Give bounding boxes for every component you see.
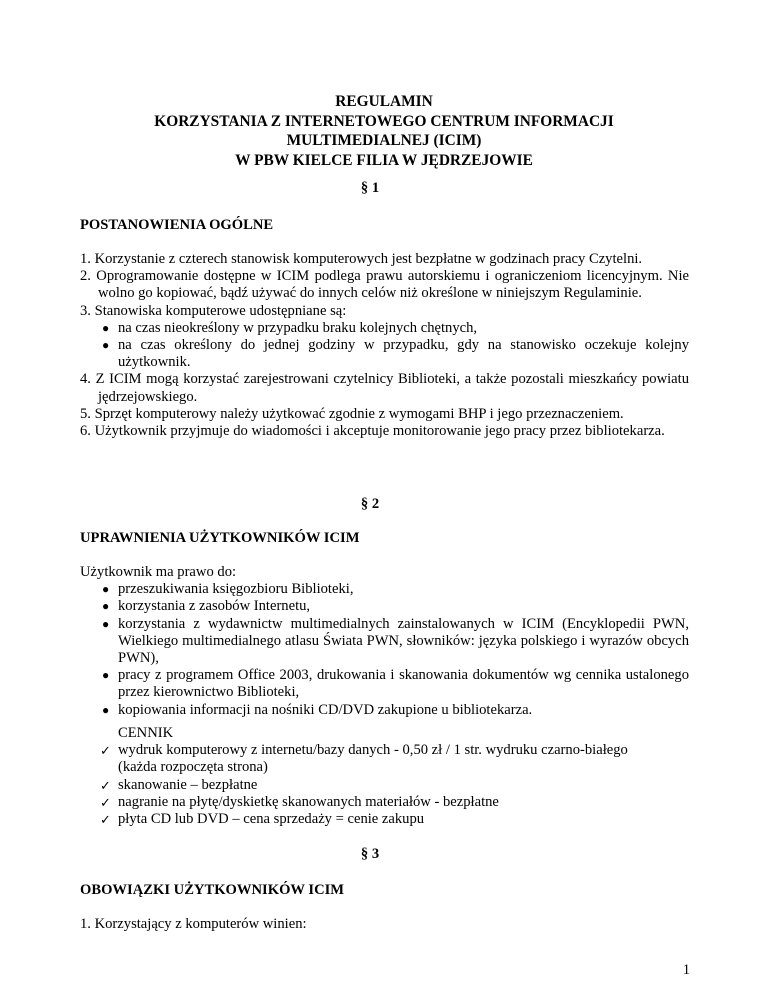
checkmark-icon: ✓ [100,794,111,810]
bullet-icon: ● [102,599,110,614]
list-item: ● na czas określony do jednej godziny w przypadku, gdy na stanowisko oczekuje kolejny użytkownik. [102,337,689,371]
s2-intro: Użytkownik ma prawo do: [80,564,237,580]
list-item: ✓ płyta CD lub DVD – cena sprzedaży = cenie zakupu [100,811,425,828]
list-item: ● korzystania z wydawnictw multimedialnych zainstalowanych w ICIM (Encyklopedii PWN, Wielkiego multimedialnego atlasu Świata PWN, słowników: języka polskiego i wyrazów obcych PWN), [102,615,689,667]
list-item: ✓ skanowanie – bezpłatne [100,776,258,793]
checkmark-icon: ✓ [100,812,111,828]
list-item: ● przeszukiwania księgozbioru Biblioteki, [102,581,354,598]
s1-item-6: 6. Użytkownik przyjmuje do wiadomości i akceptuje monitorowanie jego pracy przez bibliotekarza. [80,423,665,440]
cennik-list [80,742,640,828]
list-item: ✓ wydruk komputerowy z internetu/bazy danych - 0,50 zł / 1 str. wydruku czarno-białego (każda rozpoczęta strona) [100,742,628,776]
section-3-body [80,916,689,933]
document-title [0,92,768,170]
title-line-2: KORZYSTANIA Z INTERNETOWEGO CENTRUM INFORMACJI [154,112,614,130]
section-2-body [80,564,689,719]
bullet-icon: ● [102,702,110,717]
s1-item-2: 2. Oprogramowanie dostępne w ICIM podlega prawu autorskiemu i ograniczeniom licencyjnym. Nie wolno go kopiować, bądź używać do innych celów niż określone w niniejszym Regulaminie. [80,268,689,302]
section-1-body [80,251,689,440]
section-1-mark: § 1 [360,180,380,196]
section-2-heading: UPRAWNIENIA UŻYTKOWNIKÓW ICIM [80,530,360,546]
list-item: ● kopiowania informacji na nośniki CD/DVD zakupione u bibliotekarza. [102,701,533,718]
s1-item-4: 4. Z ICIM mogą korzystać zarejestrowani czytelnicy Biblioteki, a także pozostali mieszkańcy powiatu jędrzejowskiego. [80,371,689,405]
bullet-icon: ● [102,616,110,631]
title-line-3: MULTIMEDIALNEJ (ICIM) [286,132,482,149]
cennik-label: CENNIK [118,725,174,741]
section-3-mark: § 3 [360,846,380,862]
checkmark-icon: ✓ [100,777,111,793]
title-line-4: W PBW KIELCE FILIA W JĘDRZEJOWIE [235,151,533,169]
s1-item-5: 5. Sprzęt komputerowy należy użytkować zgodnie z wymogami BHP i jego przeznaczeniem. [80,405,624,422]
s1-item-1: 1. Korzystanie z czterech stanowisk komputerowych jest bezpłatne w godzinach pracy Czytelni. [80,251,643,267]
s1-item-3: 3. Stanowiska komputerowe udostępniane są: [80,302,347,319]
list-item: ● na czas nieokreślony w przypadku braku kolejnych chętnych, [102,319,478,336]
list-item: ✓ nagranie na płytę/dyskietkę skanowanych materiałów - bezpłatne [100,793,499,810]
title-line-1: REGULAMIN [335,93,433,110]
section-1-heading: POSTANOWIENIA OGÓLNE [80,217,274,233]
bullet-icon: ● [102,320,110,335]
list-item: ● pracy z programem Office 2003, drukowania i skanowania dokumentów wg cennika ustalonego przez kierownictwo Biblioteki, [102,667,689,701]
page-number: 1 [682,962,690,978]
section-3-heading: OBOWIĄZKI UŻYTKOWNIKÓW ICIM [80,882,345,898]
bullet-icon: ● [102,668,110,683]
s1-sub-bullets [80,320,689,372]
checkmark-icon: ✓ [100,743,111,759]
s3-item-1: 1. Korzystający z komputerów winien: [80,916,307,932]
cennik-block [80,725,640,828]
section-2-mark: § 2 [360,496,380,512]
list-item: ● korzystania z zasobów Internetu, [102,598,311,615]
bullet-icon: ● [102,338,110,353]
s2-rights-list [80,581,689,719]
bullet-icon: ● [102,582,110,597]
